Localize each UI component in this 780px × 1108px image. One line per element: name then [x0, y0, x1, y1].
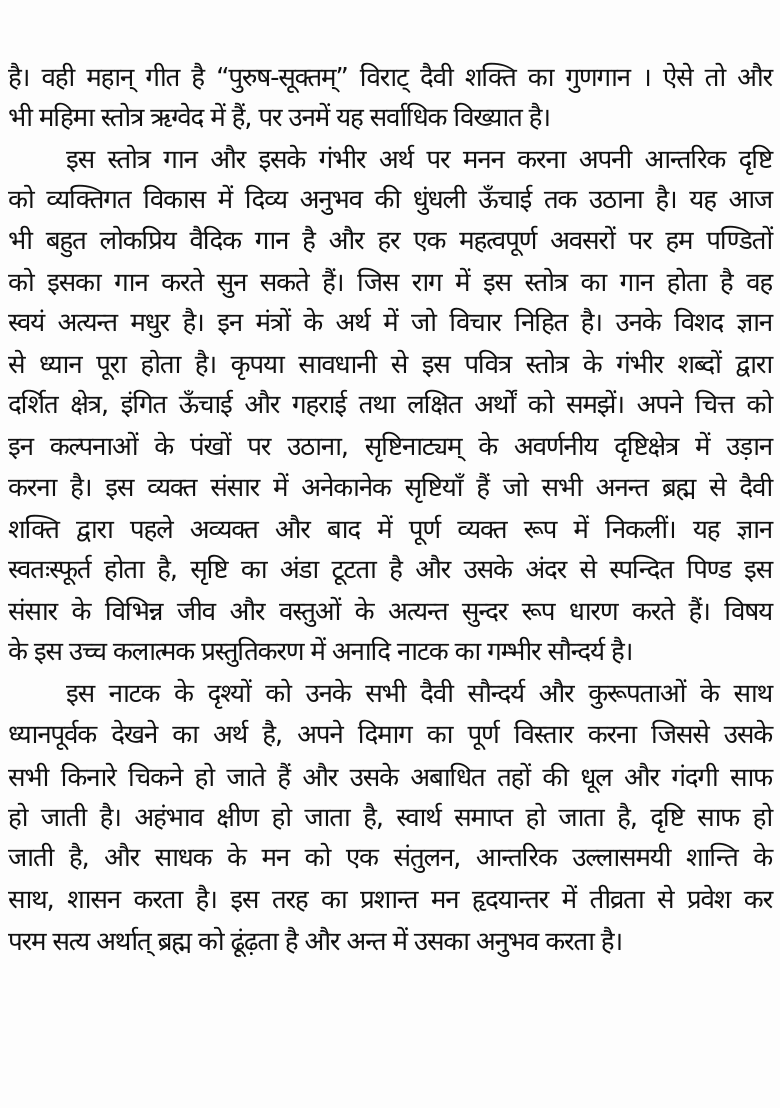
paragraph-2-line-6: से ध्यान पूरा होता है। कृपया सावधानी से इस पवित्र स्तोत्र के गंभीर शब्दों द्वारा: [8, 350, 772, 380]
paragraph-3-line-4: हो जाती है। अहंभाव क्षीण हो जाता है, स्वार्थ समाप्त हो जाता है, दृष्टि साफ हो: [8, 803, 772, 833]
paragraph-3-line-1: इस नाटक के दृश्यों को उनके सभी दैवी सौन्दर्य और कुरूपताओं के साथ: [66, 679, 772, 709]
paragraph-2-line-5: स्वयं अत्यन्त मधुर है। इन मंत्रों के अर्थ में जो विचार निहित है। उनके विशद ज्ञान: [8, 308, 772, 338]
paragraph-2-line-3: भी बहुत लोकप्रिय वैदिक गान है और हर एक महत्वपूर्ण अवसरों पर हम पण्डितों: [8, 226, 772, 256]
paragraph-2-line-11: स्वतःस्फूर्त होता है, सृष्टि का अंडा टूटता है और उसके अंदर से स्पन्दित पिण्ड इस: [8, 555, 772, 585]
paragraph-3-line-5: जाती है, और साधक के मन को एक संतुलन, आन्तरिक उल्लासमयी शान्ति के: [8, 843, 772, 873]
paragraph-1-line-2: भी महिमा स्तोत्र ऋग्वेद में हैं, पर उनमें यह सर्वाधिक विख्यात है।: [8, 103, 550, 133]
paragraph-2-line-10: शक्ति द्वारा पहले अव्यक्त और बाद में पूर्ण व्यक्त रूप में निकलीं। यह ज्ञान: [8, 515, 772, 545]
paragraph-2-line-13: के इस उच्च कलात्मक प्रस्तुतिकरण में अनादि नाटक का गम्भीर सौन्दर्य है।: [8, 637, 633, 667]
paragraph-2-line-1: इस स्तोत्र गान और इसके गंभीर अर्थ पर मनन करना अपनी आन्तरिक दृष्टि: [66, 145, 772, 175]
paragraph-2-line-2: को व्यक्तिगत विकास में दिव्य अनुभव की धुंधली ऊँचाई तक उठाना है। यह आज: [8, 185, 772, 215]
paragraph-3-line-3: सभी किनारे चिकने हो जाते हैं और उसके अबाधित तहों की धूल और गंदगी साफ: [8, 763, 772, 793]
paragraph-3-line-7: परम सत्य अर्थात् ब्रह्म को ढूंढ़ता है और अन्त में उसका अनुभव करता है।: [8, 927, 623, 957]
paragraph-3-line-6: साथ, शासन करता है। इस तरह का प्रशान्त मन हृदयान्तर में तीव्रता से प्रवेश कर: [8, 885, 772, 915]
paragraph-1-line-1: है। वही महान् गीत है “पुरुष-सूक्तम्” विराट् दैवी शक्ति का गुणगान । ऐसे तो और: [8, 63, 772, 93]
paragraph-2-line-12: संसार के विभिन्न जीव और वस्तुओं के अत्यन्त सुन्दर रूप धारण करते हैं। विषय: [8, 597, 772, 627]
paragraph-2-line-7: दर्शित क्षेत्र, इंगित ऊँचाई और गहराई तथा लक्षित अर्थों को समझें। अपने चित्त को: [8, 390, 772, 420]
paragraph-2-line-9: करना है। इस व्यक्त संसार में अनेकानेक सृष्टियाँ हैं जो सभी अनन्त ब्रह्म से दैवी: [8, 473, 772, 503]
paragraph-2-line-8: इन कल्पनाओं के पंखों पर उठाना, सृष्टिनाट्यम् के अवर्णनीय दृष्टिक्षेत्र में उड़ान: [8, 432, 772, 462]
paragraph-2-line-4: को इसका गान करते सुन सकते हैं। जिस राग में इस स्तोत्र का गान होता है वह: [8, 268, 772, 298]
paragraph-3-line-2: ध्यानपूर्वक देखने का अर्थ है, अपने दिमाग का पूर्ण विस्तार करना जिससे उसके: [8, 720, 772, 750]
